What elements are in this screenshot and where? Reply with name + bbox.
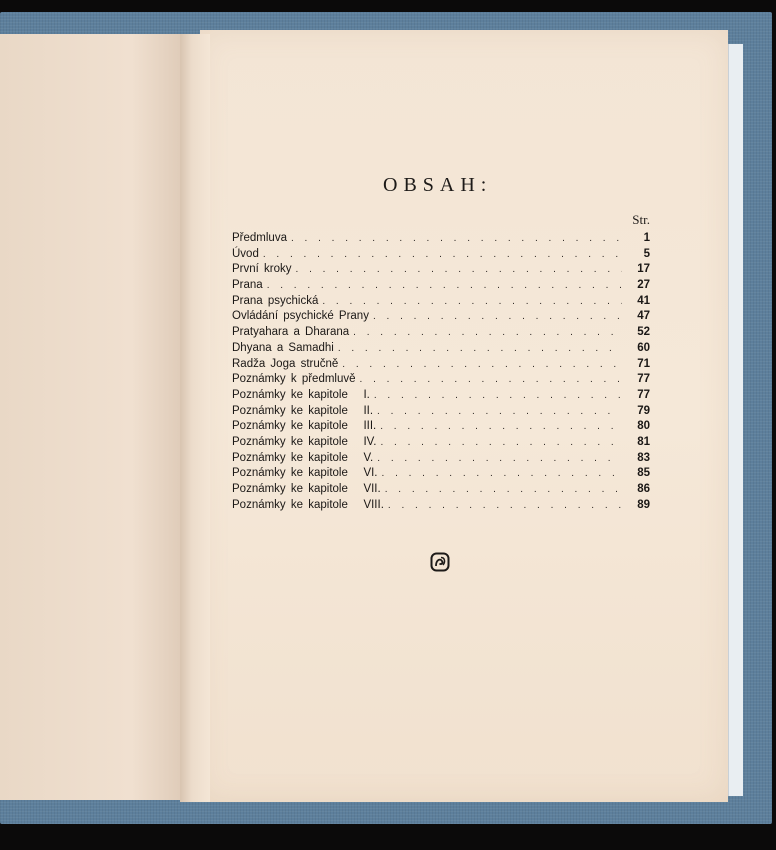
toc-entry (232, 420, 650, 436)
toc-entry-page: 85 (637, 467, 650, 480)
left-page (0, 34, 188, 800)
toc-leader-dots (322, 296, 622, 307)
toc-entry-page: 60 (637, 341, 650, 354)
toc-leader-dots (360, 374, 622, 385)
toc-entry-title: Radža Joga stručně (232, 357, 339, 370)
toc-leader-dots (342, 359, 622, 370)
toc-entry (232, 310, 650, 326)
toc-leader-dots (382, 468, 622, 479)
table-of-contents (232, 232, 650, 514)
toc-entry-page: 52 (637, 326, 650, 339)
toc-leader-dots (374, 390, 622, 401)
toc-entry-page: 17 (637, 263, 650, 276)
toc-entry-title: Poznámky ke kapitole VII. (232, 483, 381, 495)
book-gutter (180, 34, 210, 802)
toc-entry-title: Poznámky ke kapitole III. (232, 420, 377, 433)
toc-leader-dots (338, 343, 622, 354)
toc-entry (232, 263, 650, 279)
toc-entry-title: Dhyana a Samadhi (232, 341, 334, 354)
toc-entry (232, 358, 650, 374)
toc-entry-title: Poznámky ke kapitole VI. (232, 467, 378, 480)
toc-entry-page: 41 (637, 294, 650, 307)
toc-entry (232, 483, 650, 499)
toc-entry (232, 467, 650, 483)
toc-leader-dots (373, 311, 622, 322)
toc-entry-page: 1 (643, 232, 650, 244)
toc-entry-title: Poznámky ke kapitole VIII. (232, 498, 384, 511)
toc-entry-title: Úvod (232, 247, 259, 260)
toc-entry (232, 295, 650, 311)
toc-entry-title: Poznámky ke kapitole I. (232, 388, 370, 401)
toc-entry-title: Poznámky ke kapitole IV. (232, 435, 377, 448)
toc-entry (232, 389, 650, 405)
toc-entry-page: 80 (637, 420, 650, 433)
toc-entry-title: Pratyahara a Dharana (232, 326, 350, 339)
toc-leader-dots (296, 264, 622, 275)
toc-entry-title: Ovládání psychické Prany (232, 310, 369, 323)
toc-leader-dots (380, 437, 622, 448)
toc-entry-page: 89 (637, 498, 650, 511)
toc-leader-dots (377, 406, 622, 417)
toc-leader-dots (263, 249, 622, 260)
toc-entry (232, 452, 650, 468)
toc-leader-dots (267, 280, 622, 291)
toc-entry-page: 81 (637, 435, 650, 448)
page-column-label: Str. (632, 212, 650, 227)
toc-leader-dots (291, 233, 622, 244)
toc-leader-dots (385, 484, 622, 495)
toc-entry (232, 326, 650, 342)
toc-entry (232, 279, 650, 295)
toc-entry (232, 342, 650, 358)
toc-entry-title: Prana (232, 279, 263, 292)
toc-leader-dots (353, 327, 622, 338)
toc-entry-title: Poznámky ke kapitole II. (232, 404, 374, 417)
toc-leader-dots (377, 453, 622, 464)
toc-entry-title: Předmluva (232, 232, 287, 244)
toc-entry-page: 77 (637, 388, 650, 401)
toc-leader-dots (388, 500, 622, 511)
toc-entry-page: 47 (637, 310, 650, 323)
toc-entry-title: První kroky (232, 263, 292, 276)
page-block-edge (728, 44, 743, 796)
toc-leader-dots (380, 421, 622, 432)
toc-entry-page: 86 (637, 483, 650, 495)
toc-entry (232, 373, 650, 389)
toc-entry (232, 248, 650, 264)
toc-entry-page: 71 (637, 357, 650, 370)
toc-entry (232, 232, 650, 248)
toc-entry (232, 436, 650, 452)
toc-entry-page: 77 (637, 373, 650, 386)
toc-entry-page: 27 (637, 279, 650, 292)
toc-entry (232, 499, 650, 515)
page-title: OBSAH: (383, 174, 493, 196)
toc-entry-title: Poznámky ke kapitole V. (232, 451, 374, 464)
toc-entry-page: 79 (637, 404, 650, 417)
printer-mark-icon (430, 552, 450, 572)
toc-entry-title: Prana psychická (232, 294, 319, 307)
toc-entry-title: Poznámky k předmluvě (232, 373, 356, 386)
toc-entry-page: 5 (643, 247, 650, 260)
toc-entry (232, 405, 650, 421)
toc-entry-page: 83 (637, 451, 650, 464)
